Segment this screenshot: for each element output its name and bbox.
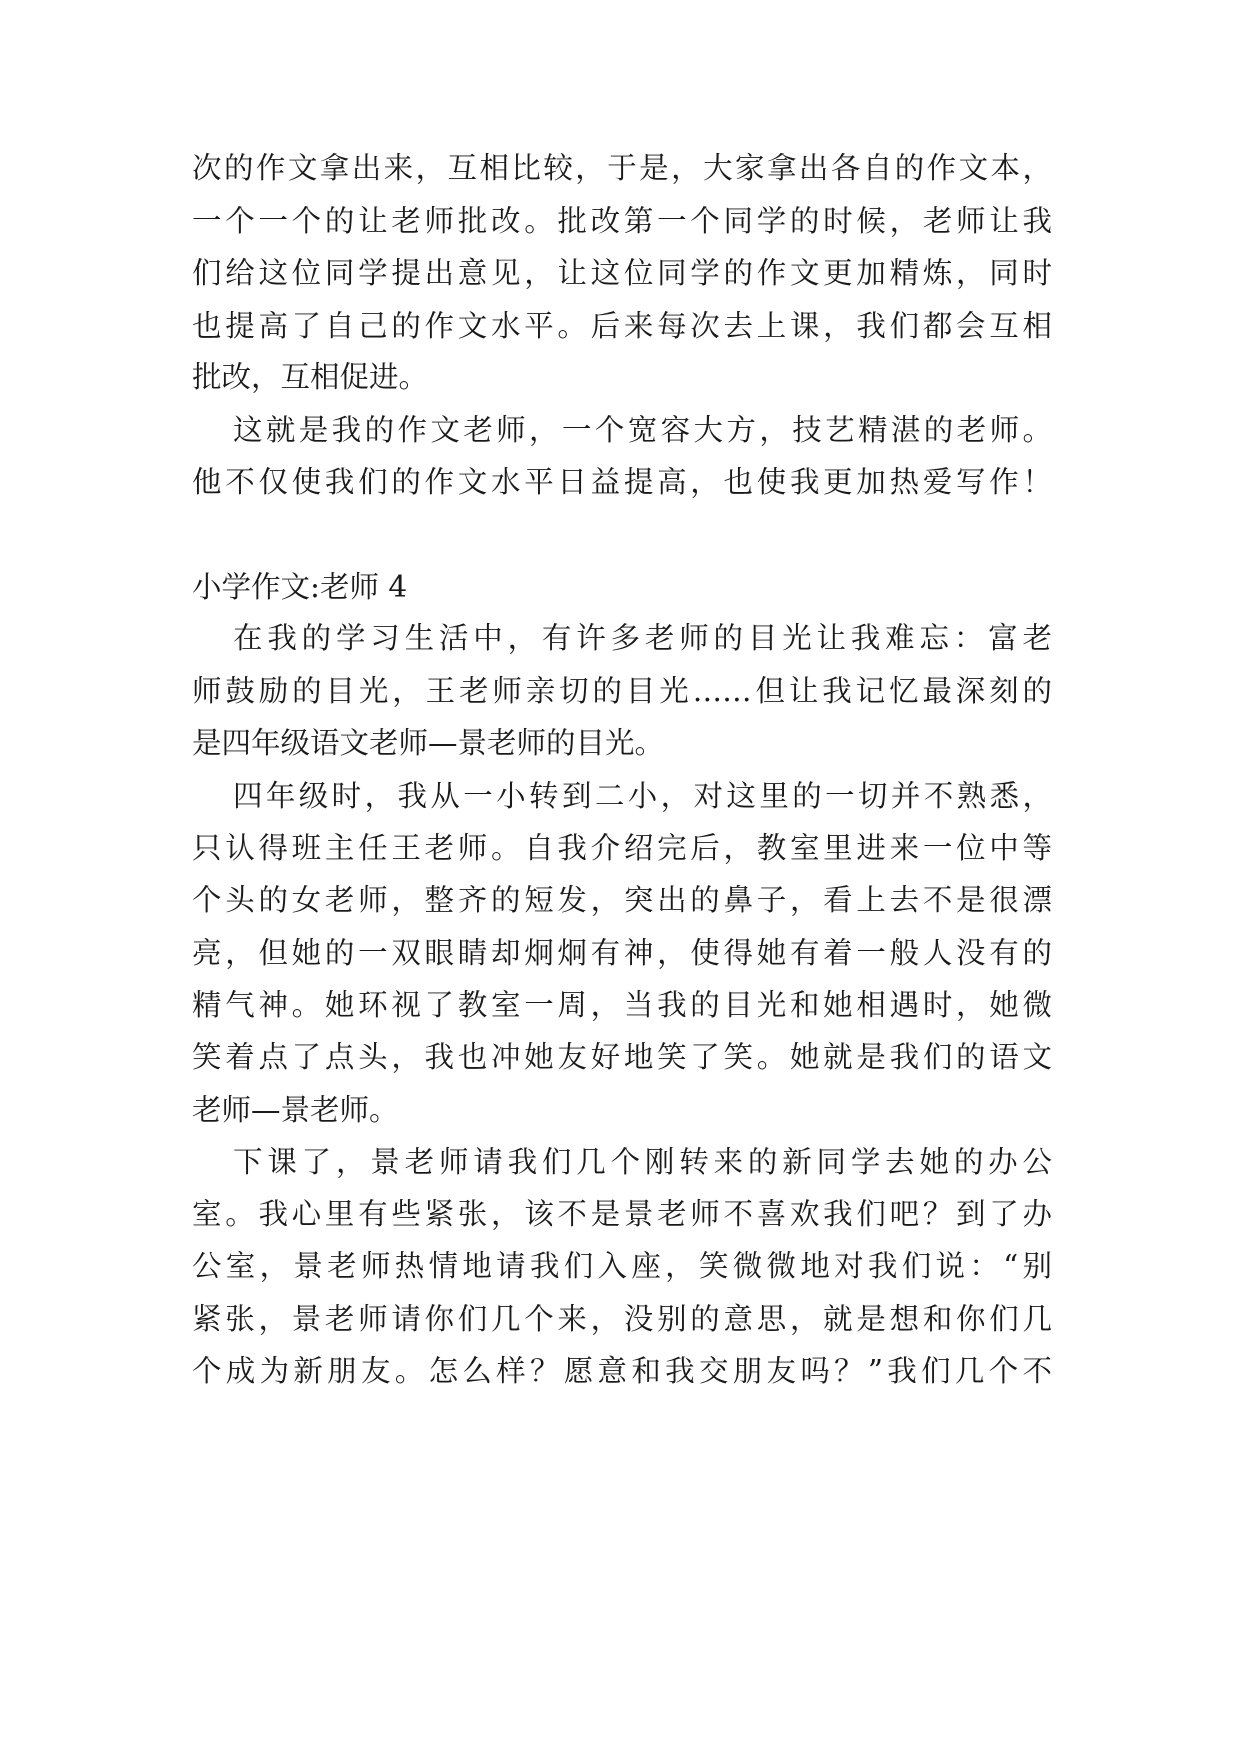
text-line: 下课了，景老师请我们几个刚转来的新同学去她的办公 <box>233 1145 1052 1179</box>
text-line: 只认得班主任王老师。自我介绍完后，教室里进来一位中等 <box>192 831 1052 865</box>
text-line: 次的作文拿出来，互相比较，于是，大家拿出各自的作文本， <box>192 151 1052 185</box>
text-line: 老师—景老师。 <box>192 1093 399 1127</box>
section-heading: 小学作文:老师 4 <box>192 570 408 604</box>
text-line: 在我的学习生活中，有许多老师的目光让我难忘：富老 <box>233 621 1052 655</box>
text-line: 公室，景老师热情地请我们入座，笑微微地对我们说：“别 <box>192 1249 1052 1283</box>
text-line: 室。我心里有些紧张，该不是景老师不喜欢我们吧？到了办 <box>192 1197 1052 1231</box>
text-line: 个成为新朋友。怎么样？愿意和我交朋友吗？”我们几个不 <box>192 1354 1052 1388</box>
text-line: 笑着点了点头，我也冲她友好地笑了笑。她就是我们的语文 <box>192 1040 1052 1074</box>
text-line: 紧张，景老师请你们几个来，没别的意思，就是想和你们几 <box>192 1302 1052 1336</box>
text-line: 是四年级语文老师—景老师的目光。 <box>192 726 665 760</box>
text-line: 批改，互相促进。 <box>192 360 429 394</box>
text-line: 他不仅使我们的作文水平日益提高，也使我更加热爱写作！ <box>192 465 1052 499</box>
text-line: 个头的女老师，整齐的短发，突出的鼻子，看上去不是很漂 <box>192 883 1052 917</box>
text-line: 四年级时，我从一小转到二小，对这里的一切并不熟悉， <box>233 779 1052 813</box>
text-line: 一个一个的让老师批改。批改第一个同学的时候，老师让我 <box>192 204 1052 238</box>
text-line: 精气神。她环视了教室一周，当我的目光和她相遇时，她微 <box>192 988 1052 1022</box>
text-line: 师鼓励的目光，王老师亲切的目光……但让我记忆最深刻的 <box>192 674 1052 708</box>
text-line: 们给这位同学提出意见，让这位同学的作文更加精炼，同时 <box>192 256 1052 290</box>
text-line: 这就是我的作文老师，一个宽容大方，技艺精湛的老师。 <box>233 413 1052 447</box>
text-line: 也提高了自己的作文水平。后来每次去上课，我们都会互相 <box>192 309 1052 343</box>
text-line: 亮，但她的一双眼睛却炯炯有神，使得她有着一般人没有的 <box>192 936 1052 970</box>
